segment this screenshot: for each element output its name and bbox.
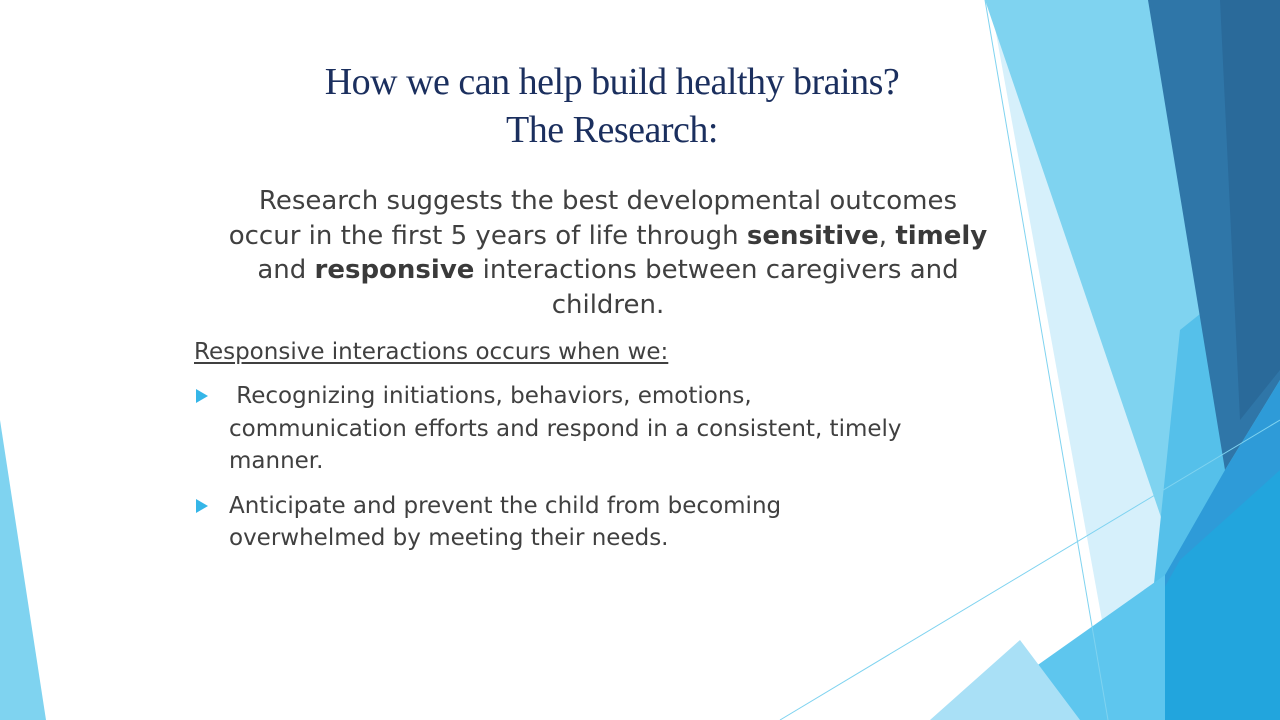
intro-separator: ,: [878, 220, 896, 251]
emphasis-responsive: responsive: [314, 255, 475, 285]
intro-line-3: [188, 253, 1028, 288]
intro-text: occur in the first 5 years of life through: [228, 220, 747, 251]
bullet-line: communication efforts and respond in a consistent, timely: [229, 415, 902, 442]
responsive-interactions-subheading: Responsive interactions occurs when we:: [194, 339, 669, 365]
slide-title: [200, 58, 1024, 154]
title-line-1: How we can help build healthy brains?: [324, 61, 900, 103]
intro-text: interactions between caregivers and: [474, 255, 959, 285]
intro-line-4: children.: [551, 289, 665, 320]
list-item: [194, 490, 1024, 555]
bullet-line: overwhelmed by meeting their needs.: [229, 525, 669, 551]
left-edge-shape: [0, 420, 46, 720]
bullet-line: manner.: [229, 448, 324, 474]
triangle-right-icon: [196, 389, 208, 403]
intro-line-2: [188, 219, 1028, 254]
intro-paragraph: [188, 184, 1028, 322]
bullet-line: Recognizing initiations, behaviors, emotions,: [229, 383, 752, 409]
emphasis-sensitive: sensitive: [746, 220, 879, 251]
emphasis-timely: timely: [895, 220, 988, 251]
intro-text: and: [257, 255, 315, 285]
triangle-right-icon: [196, 499, 208, 513]
bullet-line: Anticipate and prevent the child from becoming: [229, 492, 782, 519]
intro-line-1: Research suggests the best developmental outcomes: [258, 186, 958, 216]
bullet-list: [194, 380, 1024, 567]
title-line-2: The Research:: [506, 109, 718, 151]
list-item: [194, 380, 1024, 478]
